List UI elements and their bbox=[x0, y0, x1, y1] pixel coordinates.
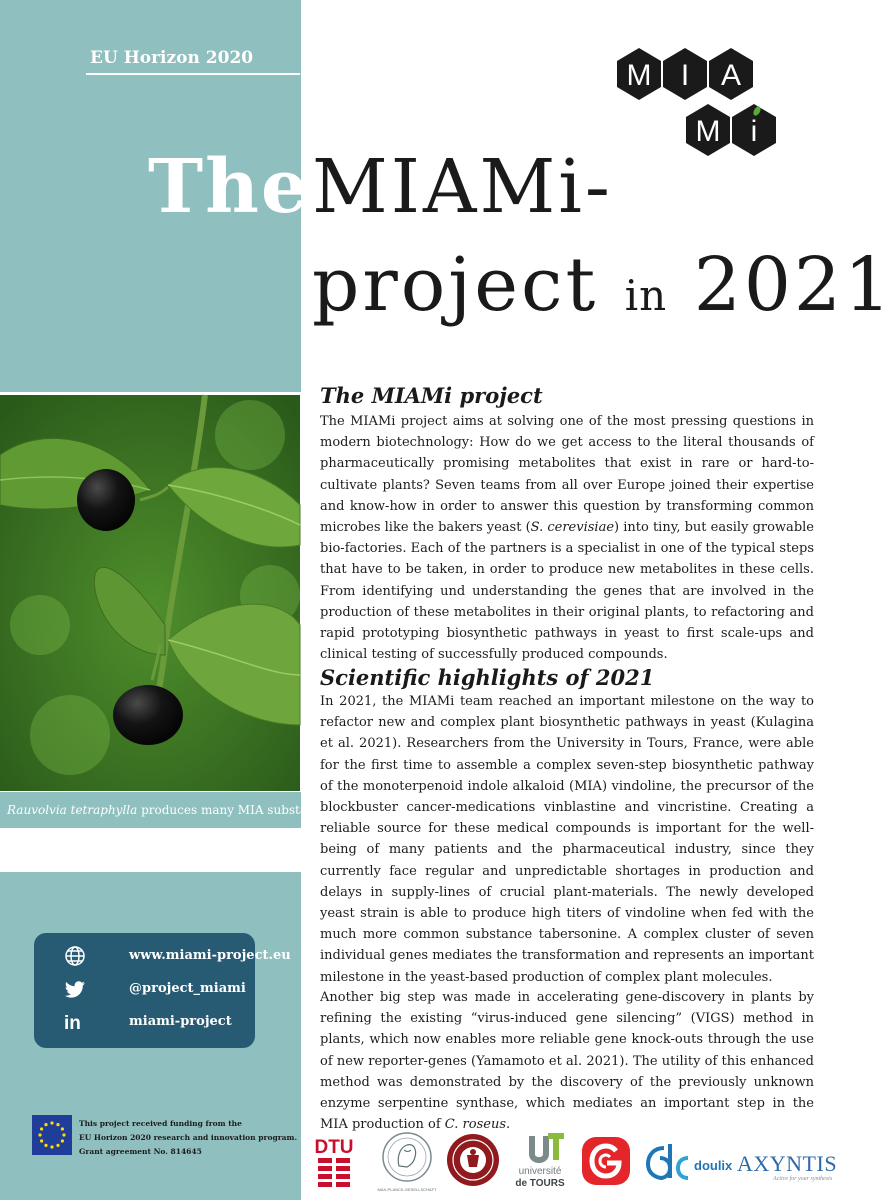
twitter-row[interactable] bbox=[64, 978, 246, 1000]
miami-logo bbox=[617, 48, 803, 160]
berry-upper bbox=[77, 469, 135, 531]
plant-photo bbox=[0, 395, 300, 791]
linkedin-handle[interactable]: miami-project bbox=[129, 1014, 232, 1029]
universite-tours-logo bbox=[512, 1132, 568, 1190]
paragraph-miami-project: The MIAMi project aims at solving one of the most pressing questions in modern biotechnology: How do we get access to the literal thousands of pharmaceutically promising metabolites that exist in rare or hard-to-cultivate plants? Seven teams from all over Europe joined their expertise and know-how in order to answer this question by transforming common microbes like the bakers yeast (S. cerevisiae) into tiny, but easily growable bio-factories. Each of the partners is a specialist in one of the typical steps that have to be taken, in order to produce new metabolites in these cells. From identifying und understanding the genes that are involved in the production of these metabolites in their original plants, to refactoring and rapid prototyping biosynthetic pathways in yeast to first scale-ups and clinical testing of successfully produced compounds. bbox=[320, 414, 814, 663]
title-in: in bbox=[624, 271, 668, 320]
svg-text:DTU: DTU bbox=[314, 1137, 354, 1158]
logo-letter-i: I bbox=[680, 59, 690, 92]
svg-text:Active for your synthesis: Active for your synthesis bbox=[773, 1176, 833, 1182]
svg-text:doulix: doulix bbox=[694, 1158, 733, 1173]
svg-text:de TOURS: de TOURS bbox=[515, 1178, 565, 1189]
program-label-underline bbox=[86, 73, 300, 75]
title-miami: MIAMi- bbox=[312, 144, 613, 230]
linkedin-icon bbox=[64, 1011, 86, 1033]
dtu-logo bbox=[314, 1133, 354, 1191]
twitter-handle[interactable]: @project_miami bbox=[129, 981, 246, 996]
copenhagen-seal-logo bbox=[446, 1133, 500, 1187]
svg-text:in: in bbox=[64, 1013, 81, 1034]
axyntis-logo bbox=[737, 1147, 841, 1183]
logo-letter-i-small: i bbox=[750, 115, 758, 148]
logo-letter-a: A bbox=[720, 59, 742, 92]
heading-scientific-highlights: Scientific highlights of 2021 bbox=[320, 665, 655, 690]
website-link[interactable]: www.miami-project.eu bbox=[129, 948, 291, 963]
title-project: project bbox=[312, 242, 599, 328]
website-row[interactable] bbox=[64, 945, 291, 967]
svg-text:AXYNTIS: AXYNTIS bbox=[737, 1151, 838, 1176]
linkedin-row[interactable] bbox=[64, 1011, 232, 1034]
funding-statement: This project received funding from the EU Horizon 2020 research and innovation program. Grant agreement No. 814645 bbox=[79, 1119, 298, 1156]
globe-icon bbox=[64, 945, 86, 967]
contact-box bbox=[34, 933, 291, 1048]
title-line-2 bbox=[312, 242, 894, 328]
eu-flag-icon bbox=[32, 1115, 72, 1155]
berry-lower bbox=[113, 685, 183, 745]
logo-letter-m2: M bbox=[695, 115, 721, 148]
title-the: The bbox=[148, 144, 310, 230]
svg-text:MAX-PLANCK-GESELLSCHAFT: MAX-PLANCK-GESELLSCHAFT bbox=[377, 1187, 437, 1192]
svg-text:université: université bbox=[518, 1166, 562, 1177]
twitter-icon bbox=[64, 978, 86, 1000]
doulix-logo bbox=[644, 1140, 733, 1184]
logo-letter-m1: M bbox=[626, 59, 652, 92]
photo-caption: Rauvolvia tetraphylla produces many MIA substances bbox=[0, 792, 301, 828]
paragraph-highlights-2: Another big step was made in accelerating gene-discovery in plants by refining the existing “virus-induced gene silencing” (VIGS) method in plants, which now enables more reliable gene knock-outs through the use of new reporter-genes (Yamamoto et al. 2021). The utility of this enhanced method was demonstrated by the discovery of the previously unknown enzyme serpentine synthase, which mediates an important step in the MIA production of C. roseus. bbox=[320, 990, 814, 1133]
program-label: EU Horizon 2020 bbox=[90, 48, 254, 68]
paragraph-highlights-1: In 2021, the MIAMi team reached an important milestone on the way to refactor new and complex plant biosynthetic pathways in yeast (Kulagina et al. 2021). Researchers from the University in Tours, France, were able for the first time to assemble a complex seven-step biosynthetic pathway of the monoterpenoid indole alkaloid (MIA) vindoline, the precursor of the blockbuster cancer-medications vinblastine and vincristine. Creating a reliable source for these medical compounds is important for the well-being of many patients and the pharmaceutical industry, since they currently face regular and unpredictable shortages in production and delays in supply-lines of crucial plant-materials. The newly developed yeast strain is able to produce high titers of vindoline when fed with the much more common substance tabersonine. A complex cluster of seven individual genes mediates the transformation and represents an important milestone in the yeast-based production of complex plant molecules. bbox=[320, 694, 814, 985]
max-planck-logo bbox=[377, 1130, 437, 1194]
title-year: 2021 bbox=[693, 242, 894, 328]
heading-miami-project: The MIAMi project bbox=[320, 383, 543, 408]
g-company-logo bbox=[580, 1135, 632, 1187]
